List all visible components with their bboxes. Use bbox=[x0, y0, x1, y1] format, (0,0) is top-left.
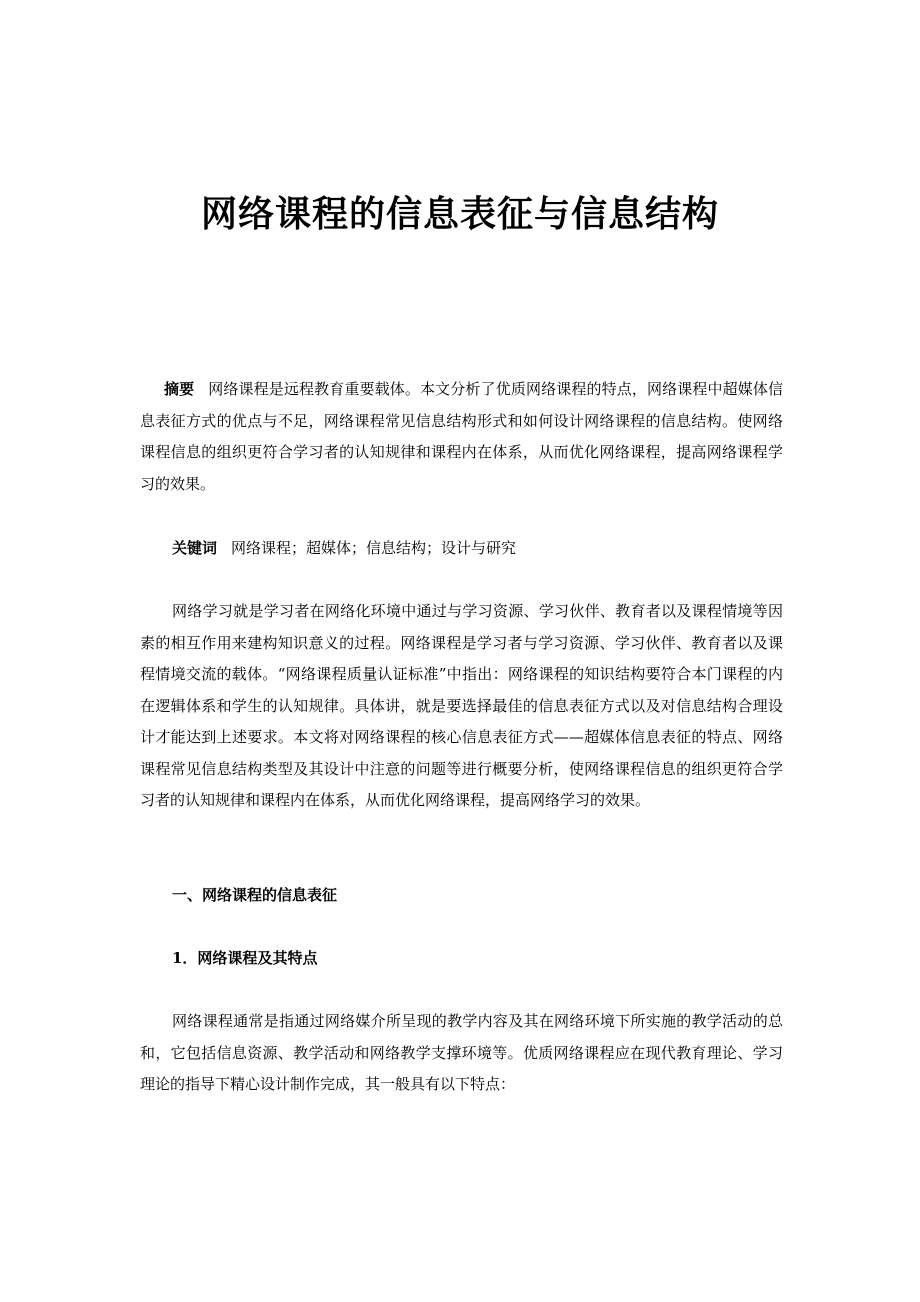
intro-paragraph: 网络学习就是学习者在网络化环境中通过与学习资源、学习伙伴、教育者以及课程情境等因素的相互作用来建构知识意义的过程。网络课程是学习者与学习资源、学习伙伴、教育者以及课程情境交流的载体。“网络课程质量认证标准”中指出：网络课程的知识结构要符合本门课程的内在逻辑体系和学生的认知规律。具体讲，就是要选择最佳的信息表征方式以及对信息结构合理设计才能达到上述要求。本文将对网络课程的核心信息表征方式——超媒体信息表征的特点、网络课程常见信息结构类型及其设计中注意的问题等进行概要分析，使网络课程信息的组织更符合学习者的认知规律和课程内在体系，从而优化网络课程，提高网络学习的效果。 bbox=[140, 602, 783, 809]
keywords-text: 网络课程；超媒体；信息结构；设计与研究 bbox=[231, 539, 517, 557]
subsection-heading: 1．网络课程及其特点 bbox=[172, 949, 318, 967]
abstract-text: 网络课程是远程教育重要载体。本文分析了优质网络课程的特点，网络课程中超媒体信息表征方式的优点与不足，网络课程常见信息结构形式和如何设计网络课程的信息结构。使网络课程信息的组织更符合学习者的认知规律和课程内在体系，从而优化网络课程，提高网络课程学习的效果。 bbox=[140, 380, 783, 493]
keywords-line bbox=[140, 533, 783, 565]
abstract-label: 摘要 bbox=[164, 380, 195, 398]
keywords-label: 关键词 bbox=[172, 539, 218, 557]
abstract-paragraph bbox=[140, 374, 783, 500]
section-heading: 一、网络课程的信息表征 bbox=[172, 886, 338, 904]
section-paragraph: 网络课程通常是指通过网络媒介所呈现的教学内容及其在网络环境下所实施的教学活动的总和，它包括信息资源、教学活动和网络教学支撑环境等。优质网络课程应在现代教育理论、学习理论的指导下精心设计制作完成，其一般具有以下特点： bbox=[140, 1012, 783, 1093]
document-title: 网络课程的信息表征与信息结构 bbox=[200, 193, 719, 235]
